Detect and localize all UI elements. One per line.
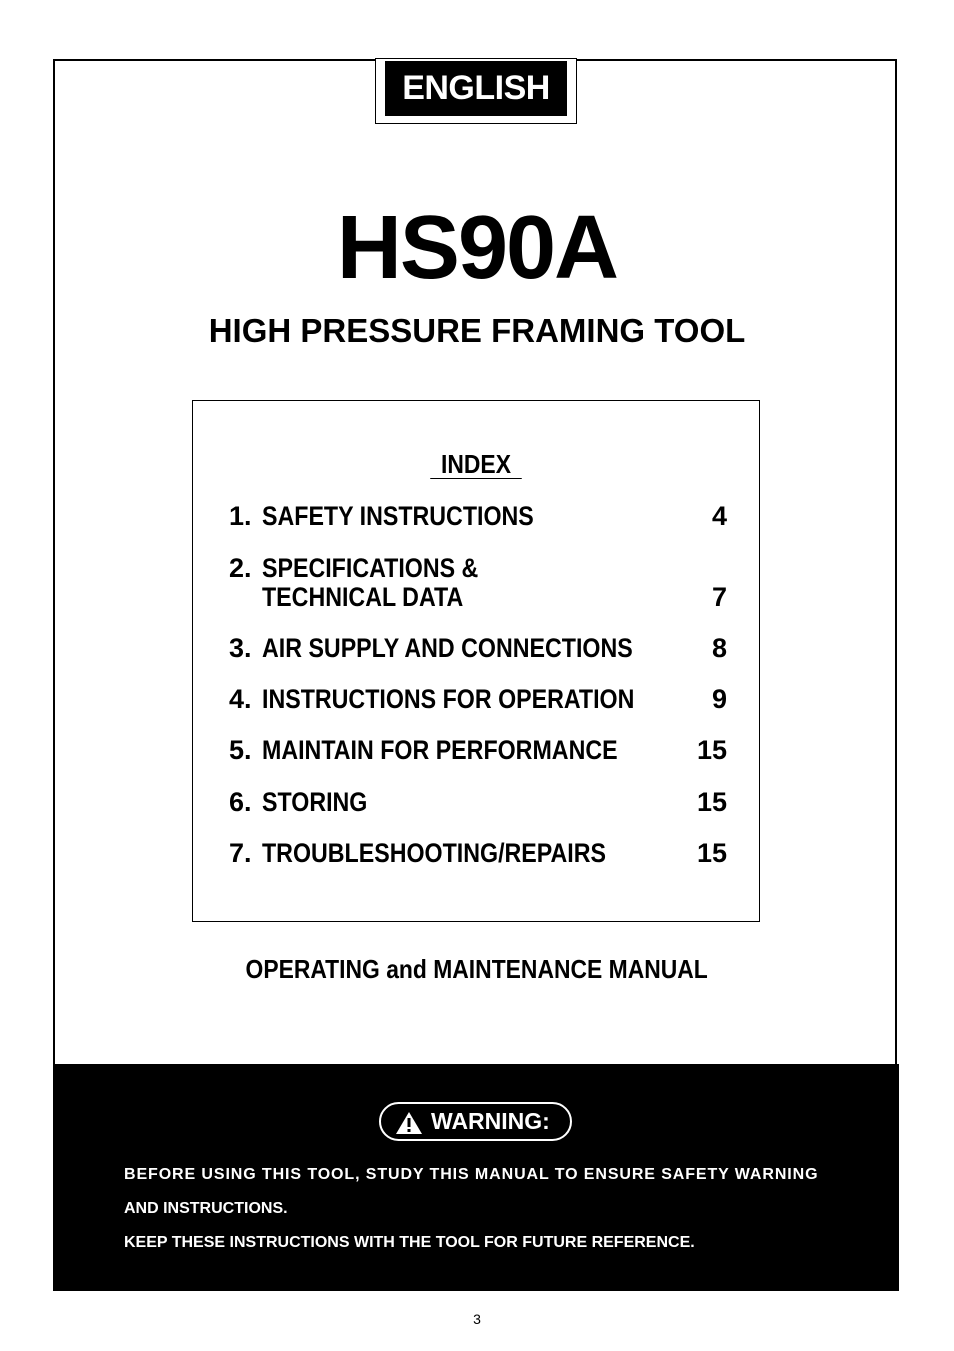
- toc-item-page: 7: [711, 582, 727, 612]
- warning-line-3: KEEP THESE INSTRUCTIONS WITH THE TOOL FOR FUTURE REFERENCE.: [124, 1234, 695, 1251]
- toc-item-label: INSTRUCTIONS FOR OPERATION: [262, 684, 635, 714]
- model-title: HS90A: [336, 198, 618, 298]
- warning-badge: [379, 1102, 572, 1141]
- toc-item-label-continued: TECHNICAL DATA: [262, 582, 464, 612]
- toc-item-label: SAFETY INSTRUCTIONS: [262, 501, 534, 531]
- warning-triangle-icon: [395, 1111, 423, 1135]
- index-heading: INDEX: [227, 449, 725, 479]
- toc-item-page: 15: [696, 838, 727, 868]
- language-badge: [375, 58, 577, 124]
- toc-item-number: 4.: [229, 684, 252, 714]
- toc-item-page: 8: [711, 633, 727, 663]
- toc-item-number: 7.: [229, 838, 252, 868]
- warning-line-2: AND INSTRUCTIONS.: [124, 1200, 288, 1217]
- page-number: 3: [473, 1311, 481, 1327]
- toc-item-label: AIR SUPPLY AND CONNECTIONS: [262, 633, 633, 663]
- toc-item-number: 6.: [229, 787, 252, 817]
- warning-line-1: BEFORE USING THIS TOOL, STUDY THIS MANUAL TO ENSURE SAFETY WARNING: [124, 1166, 819, 1183]
- warning-label: WARNING:: [431, 1108, 550, 1134]
- toc-item-label: SPECIFICATIONS &: [262, 553, 479, 583]
- index-box: [192, 400, 760, 922]
- toc-item-number: 5.: [229, 735, 252, 765]
- toc-item-number: 3.: [229, 633, 252, 663]
- toc-item-page: 15: [696, 787, 727, 817]
- language-label: ENGLISH: [385, 61, 567, 116]
- toc-item-page: 4: [711, 501, 727, 531]
- warning-panel: [53, 1064, 899, 1291]
- toc-item-label: TROUBLESHOOTING/REPAIRS: [262, 838, 607, 868]
- toc-item-page: 15: [696, 735, 727, 765]
- manual-title: OPERATING and MAINTENANCE MANUAL: [245, 954, 709, 984]
- product-subtitle: HIGH PRESSURE FRAMING TOOL: [208, 312, 746, 349]
- toc-item-number: 2.: [229, 553, 252, 583]
- toc-item-label: STORING: [262, 787, 368, 817]
- toc-item-page: 9: [711, 684, 727, 714]
- toc-item-label: MAINTAIN FOR PERFORMANCE: [262, 735, 618, 765]
- toc-item-number: 1.: [229, 501, 252, 531]
